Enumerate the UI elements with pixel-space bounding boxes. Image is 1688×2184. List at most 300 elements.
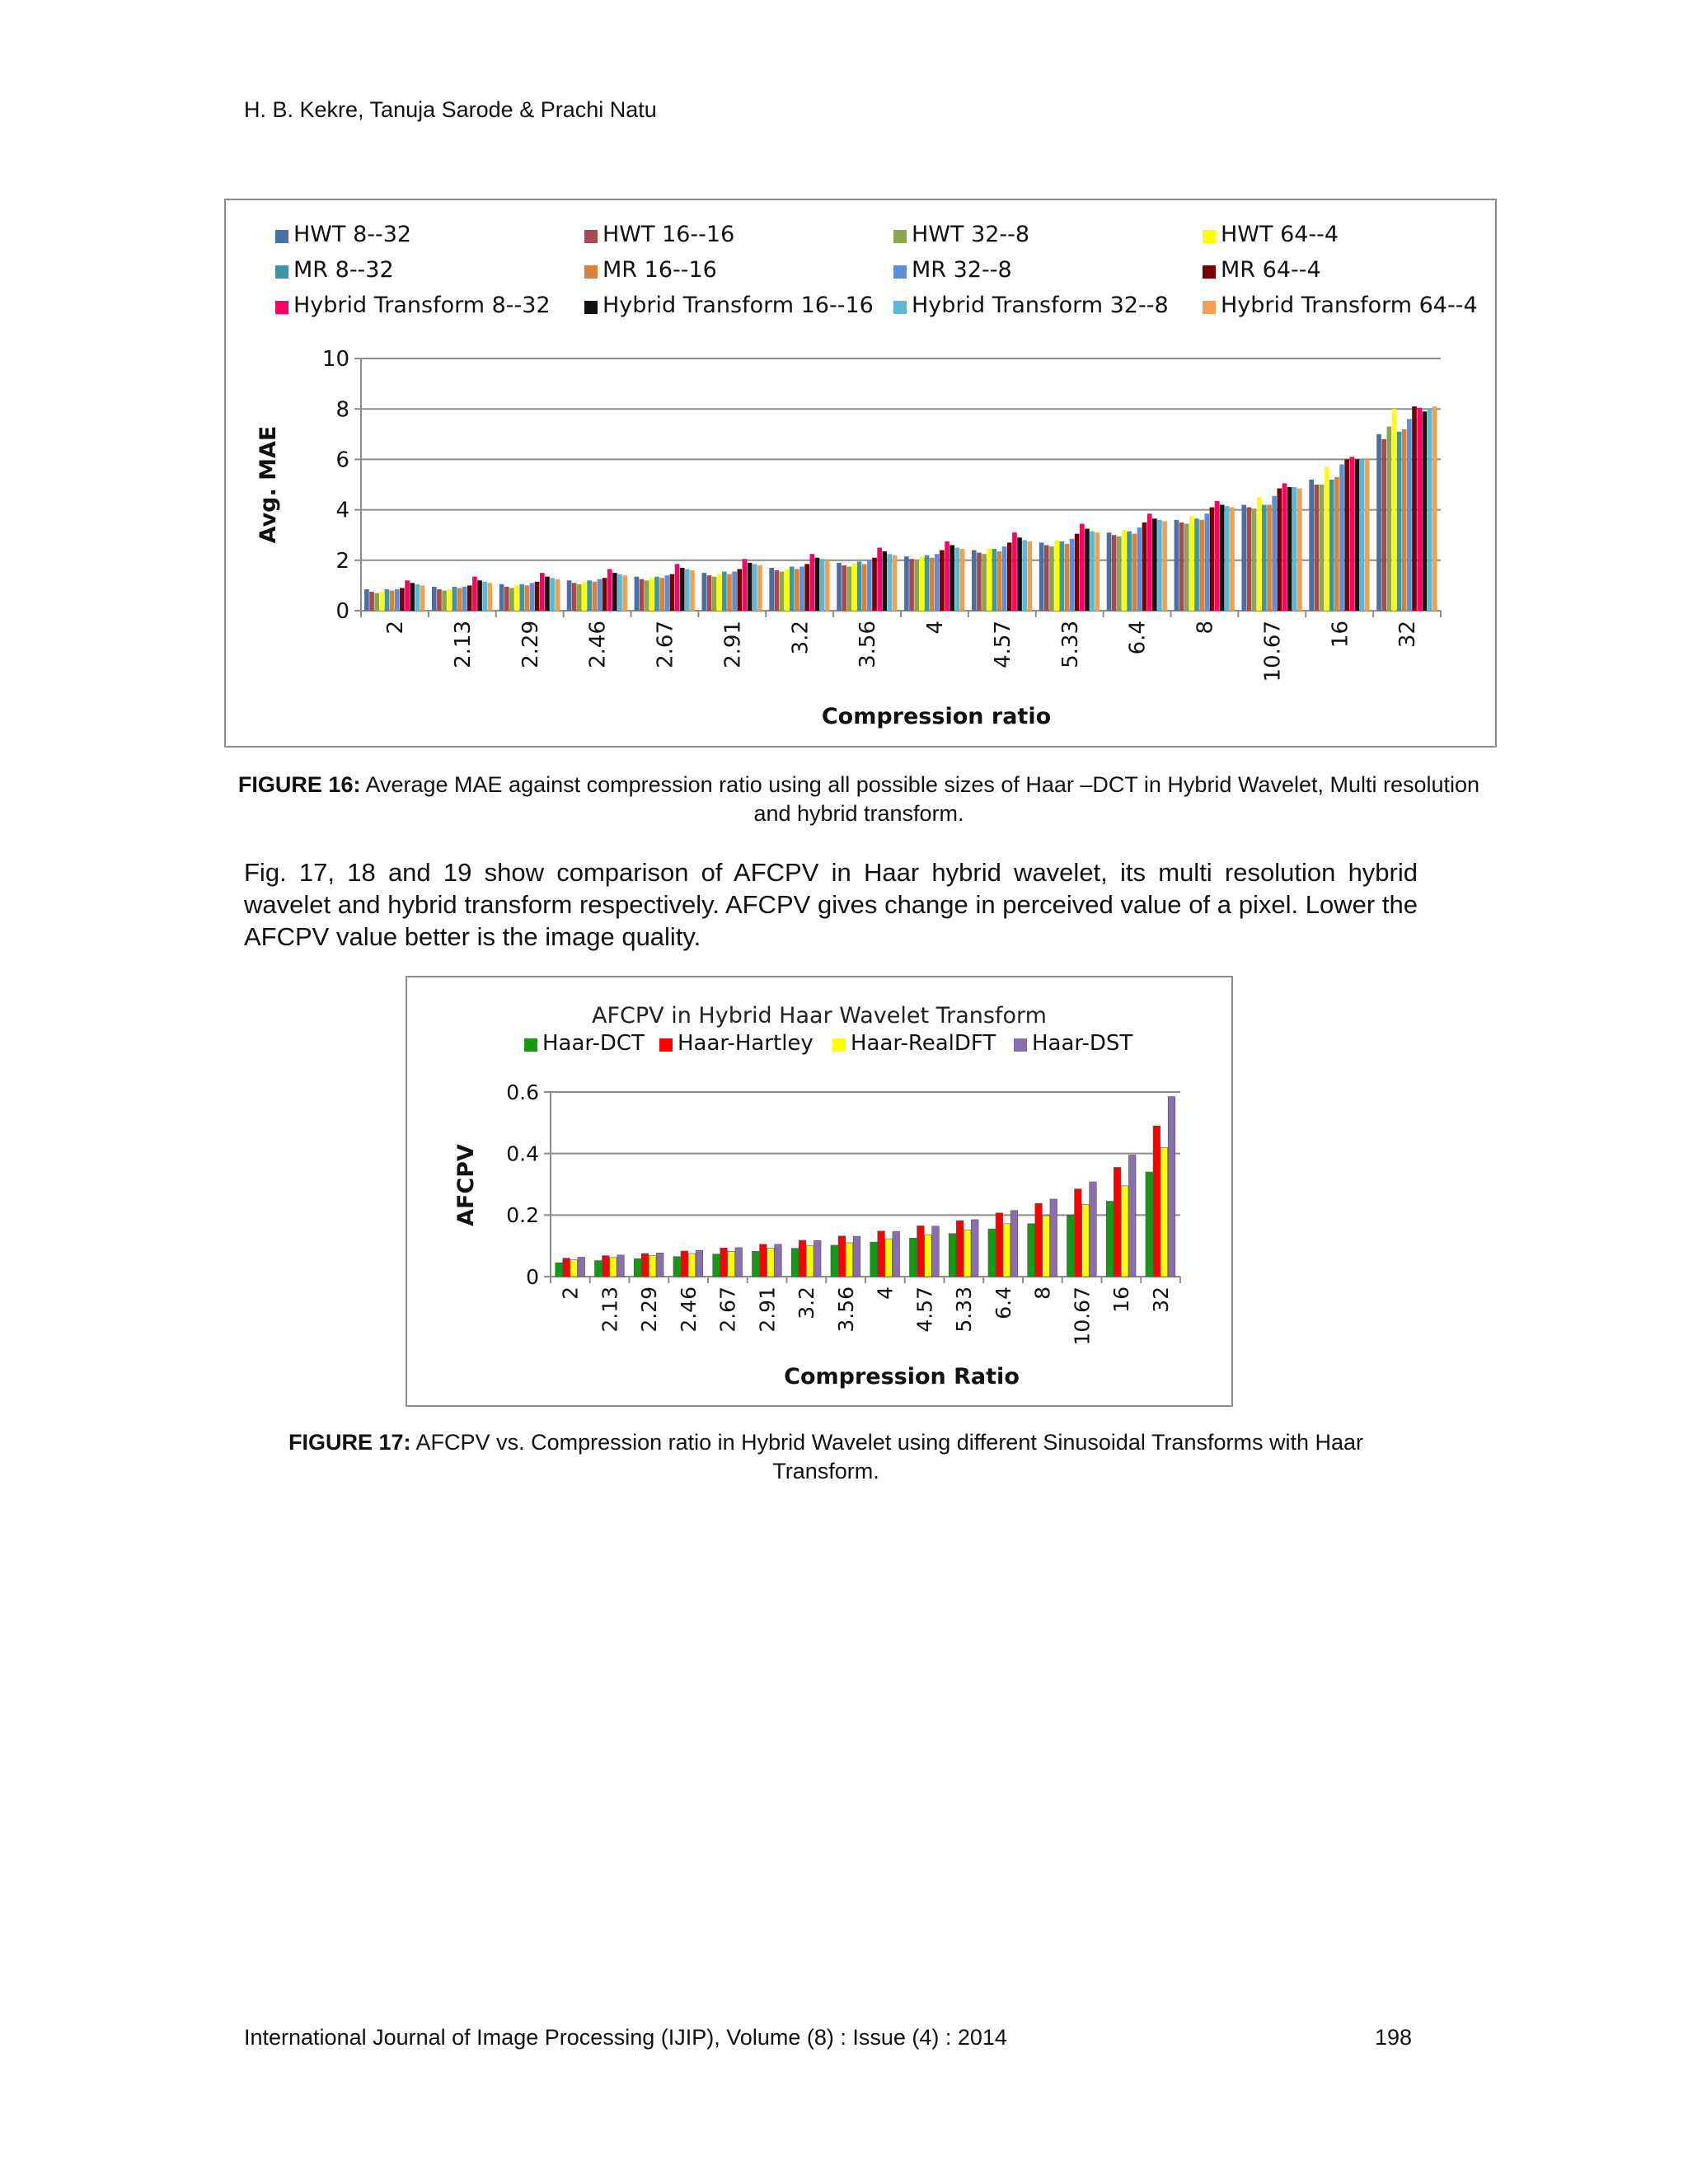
bar-hwt-16-16-2-67	[640, 579, 645, 611]
bar-hybrid-transform-32-8-6-4	[1157, 520, 1162, 611]
bar-hybrid-transform-8-32-8	[1215, 501, 1220, 611]
bar-mr-64-4-2-67	[670, 574, 675, 611]
bar-hwt-64-4-2-13	[447, 589, 452, 611]
bar-mr-8-32-4-57	[992, 549, 997, 611]
bar-hwt-16-16-2-29	[504, 587, 509, 611]
bar-mr-16-16-4-57	[997, 551, 1002, 611]
bar-haar-dst-4	[893, 1231, 900, 1277]
bar-hybrid-transform-32-8-2-91	[753, 564, 757, 611]
bar-hwt-8-32-3-56	[837, 563, 842, 611]
bar-haar-dst-3-2	[814, 1240, 821, 1277]
x-tick-label: 4	[873, 1286, 898, 1300]
bar-haar-dct-32	[1146, 1172, 1153, 1277]
legend-swatch-hwt-16-16	[584, 230, 598, 243]
bar-haar-dst-5-33	[971, 1220, 978, 1277]
bar-mr-8-32-8	[1194, 518, 1199, 611]
bar-hybrid-transform-32-8-8	[1225, 506, 1230, 611]
x-tick-label: 10.67	[1260, 621, 1286, 682]
bar-haar-realdft-3-2	[806, 1246, 814, 1277]
legend-label-hwt-64-4: HWT 64--4	[1221, 222, 1339, 247]
bar-haar-realdft-8	[1043, 1216, 1050, 1277]
x-tick-label: 32	[1395, 621, 1421, 649]
bar-hwt-32-8-2-13	[442, 591, 447, 611]
bar-hwt-32-8-4	[914, 560, 919, 611]
y-tick-label: 10	[321, 347, 349, 373]
bar-haar-realdft-10-67	[1082, 1204, 1090, 1277]
legend-label-hybrid-transform-64-4: Hybrid Transform 64--4	[1221, 293, 1478, 318]
bar-hwt-32-8-8	[1184, 523, 1189, 611]
x-tick-label: 10.67	[1070, 1286, 1095, 1346]
bar-haar-realdft-6-4	[1003, 1224, 1010, 1277]
x-tick-label: 2	[383, 621, 409, 635]
bar-haar-realdft-3-56	[846, 1243, 853, 1277]
bar-mr-8-32-2-13	[452, 587, 457, 611]
bar-hwt-64-4-6-4	[1122, 530, 1127, 611]
bar-hybrid-transform-64-4-3-2	[825, 560, 830, 611]
bar-mr-8-32-2-91	[722, 572, 727, 611]
bar-mr-64-4-2-13	[467, 585, 472, 611]
y-tick-label: 0.4	[506, 1141, 539, 1166]
bar-mr-16-16-3-2	[795, 569, 799, 611]
bar-hwt-64-4-10-67	[1257, 497, 1262, 611]
bar-haar-dct-4	[870, 1242, 878, 1277]
legend-label-haar-dst: Haar-DST	[1032, 1031, 1133, 1056]
x-tick-label: 4.57	[912, 1286, 937, 1333]
bar-hwt-32-8-2	[374, 593, 379, 611]
bar-mr-8-32-3-56	[857, 561, 862, 611]
x-tick-label: 3.56	[856, 621, 881, 668]
bar-hwt-64-4-2-29	[514, 585, 519, 611]
bar-mr-32-8-2	[395, 589, 400, 611]
x-tick-label: 2.29	[518, 621, 543, 668]
bar-haar-dst-32	[1168, 1097, 1175, 1277]
y-tick-label: 0	[335, 599, 349, 625]
bar-haar-dst-3-56	[853, 1236, 860, 1277]
bar-haar-realdft-2-91	[767, 1249, 775, 1277]
bar-hybrid-transform-32-8-2-46	[617, 574, 622, 611]
bar-haar-dct-4-57	[909, 1238, 917, 1277]
bar-hwt-32-8-3-56	[847, 566, 852, 611]
bar-mr-16-16-2-67	[659, 578, 664, 611]
x-tick-label: 4	[923, 621, 949, 635]
bar-haar-dct-3-2	[791, 1249, 799, 1277]
bar-mr-8-32-5-33	[1059, 541, 1064, 611]
bar-hybrid-transform-32-8-5-33	[1090, 532, 1095, 611]
bar-hybrid-transform-16-16-2-46	[612, 573, 617, 611]
bar-haar-dct-6-4	[988, 1229, 996, 1277]
bar-hybrid-transform-64-4-10-67	[1297, 489, 1302, 611]
bar-mr-64-4-2-46	[603, 578, 607, 611]
bar-hwt-16-16-4	[909, 559, 914, 611]
bar-hwt-16-16-32	[1381, 439, 1386, 611]
bar-hwt-16-16-2-13	[437, 589, 442, 611]
legend-swatch-haar-dct	[524, 1038, 537, 1052]
bar-hwt-8-32-3-2	[769, 568, 774, 611]
bar-mr-16-16-5-33	[1065, 544, 1070, 611]
bar-haar-dct-2-46	[673, 1257, 681, 1277]
bar-hybrid-transform-32-8-4-57	[1022, 540, 1027, 611]
bar-hwt-64-4-4	[920, 556, 925, 611]
bar-mr-32-8-5-33	[1070, 539, 1075, 611]
bar-hwt-16-16-16	[1314, 485, 1319, 611]
bar-hybrid-transform-8-32-16	[1349, 457, 1354, 611]
bar-mr-64-4-5-33	[1075, 534, 1080, 611]
bar-haar-realdft-32	[1160, 1147, 1168, 1277]
bar-haar-hartley-4	[878, 1231, 885, 1277]
figure-16-caption	[224, 771, 1493, 828]
x-tick-label: 2.13	[450, 621, 476, 668]
bar-haar-realdft-16	[1121, 1186, 1128, 1277]
bar-hwt-16-16-2-46	[572, 583, 577, 611]
body-paragraph: Fig. 17, 18 and 19 show comparison of AFCPV in Haar hybrid wavelet, its multi resolution hybrid wavelet and hybrid transform respectively. AFCPV gives change in perceived value of a pixel. Lower the AFCPV value better is the image quality.	[244, 858, 1418, 951]
bar-mr-16-16-10-67	[1267, 504, 1272, 611]
x-tick-label: 2.46	[585, 621, 611, 668]
bar-haar-dst-2-29	[656, 1253, 663, 1277]
y-tick-label: 6	[335, 448, 349, 473]
bar-mr-64-4-6-4	[1142, 523, 1147, 611]
bar-haar-hartley-10-67	[1075, 1189, 1082, 1277]
legend-swatch-haar-dst	[1014, 1038, 1027, 1052]
legend-swatch-mr-16-16	[584, 265, 598, 279]
bar-hybrid-transform-64-4-2	[420, 585, 425, 611]
bar-hwt-8-32-10-67	[1241, 504, 1246, 611]
x-tick-label: 32	[1148, 1286, 1173, 1313]
bar-hwt-64-4-2-46	[582, 582, 587, 611]
x-tick-label: 8	[1030, 1286, 1055, 1300]
bar-hwt-32-8-2-91	[712, 577, 717, 611]
legend-swatch-mr-32-8	[893, 265, 907, 279]
legend-label-haar-dct: Haar-DCT	[542, 1031, 645, 1056]
bar-mr-32-8-8	[1204, 513, 1209, 611]
legend-label-hybrid-transform-32-8: Hybrid Transform 32--8	[912, 293, 1169, 318]
bar-hybrid-transform-8-32-2-67	[675, 564, 680, 611]
figure-17-caption	[241, 1428, 1411, 1486]
bar-mr-64-4-3-2	[804, 564, 809, 611]
bar-hybrid-transform-16-16-2-13	[477, 580, 482, 611]
bar-haar-dst-2-67	[735, 1248, 743, 1277]
bar-haar-hartley-2-67	[720, 1248, 728, 1277]
bar-hybrid-transform-16-16-2	[410, 583, 415, 611]
bar-hybrid-transform-8-32-3-2	[809, 554, 814, 611]
bar-hwt-8-32-4-57	[972, 551, 977, 611]
bar-haar-dst-8	[1050, 1199, 1057, 1277]
bar-mr-16-16-2	[390, 591, 395, 611]
bar-hybrid-transform-64-4-8	[1230, 508, 1235, 611]
bar-hwt-16-16-3-56	[842, 565, 846, 611]
bar-mr-32-8-10-67	[1272, 496, 1277, 611]
bar-hwt-32-8-16	[1320, 485, 1325, 611]
legend-label-hwt-16-16: HWT 16--16	[603, 222, 735, 247]
bar-mr-32-8-2-67	[664, 575, 669, 611]
bar-mr-32-8-32	[1407, 419, 1412, 611]
x-tick-label: 3.56	[833, 1286, 858, 1333]
bar-hybrid-transform-16-16-10-67	[1287, 487, 1292, 611]
bar-hwt-64-4-8	[1189, 516, 1194, 611]
bar-hwt-32-8-2-46	[577, 584, 582, 611]
bar-haar-dst-4-57	[932, 1226, 940, 1277]
bar-hwt-32-8-3-2	[780, 572, 785, 611]
bar-haar-dct-2-29	[634, 1258, 641, 1277]
bar-hwt-32-8-32	[1387, 427, 1392, 611]
bar-mr-16-16-2-13	[457, 588, 462, 611]
bar-mr-8-32-32	[1397, 432, 1402, 611]
footer-journal: International Journal of Image Processing (IJIP), Volume (8) : Issue (4) : 2014	[244, 2025, 1007, 2050]
legend-label-haar-hartley: Haar-Hartley	[678, 1031, 814, 1056]
legend-swatch-haar-realdft	[832, 1038, 846, 1052]
x-tick-label: 4.57	[990, 621, 1015, 668]
bar-haar-realdft-2-29	[649, 1256, 656, 1277]
bar-hwt-8-32-8	[1175, 520, 1179, 611]
bar-hybrid-transform-64-4-2-67	[690, 570, 695, 611]
x-tick-label: 2.46	[676, 1286, 701, 1333]
bar-mr-64-4-4	[940, 551, 945, 611]
bar-mr-8-32-4	[925, 555, 930, 611]
bar-mr-8-32-2-67	[654, 577, 659, 611]
bar-hybrid-transform-32-8-3-2	[820, 559, 825, 611]
bar-hybrid-transform-8-32-2-29	[540, 573, 545, 611]
chart-title: AFCPV in Hybrid Haar Wavelet Transform	[592, 1003, 1047, 1029]
y-axis-title: AFCPV	[453, 1144, 479, 1226]
bar-hybrid-transform-16-16-3-56	[882, 551, 887, 611]
bar-haar-realdft-2-13	[610, 1258, 617, 1277]
bar-mr-8-32-10-67	[1262, 504, 1267, 611]
legend-label-hybrid-transform-16-16: Hybrid Transform 16--16	[603, 293, 874, 318]
x-tick-label: 3.2	[788, 621, 814, 655]
mae-bar-chart	[226, 200, 1495, 746]
bar-hybrid-transform-16-16-2-67	[680, 568, 685, 611]
bar-hybrid-transform-8-32-10-67	[1282, 483, 1287, 611]
legend-label-hwt-32-8: HWT 32--8	[912, 222, 1030, 247]
bar-haar-dct-2-13	[594, 1261, 602, 1277]
legend-swatch-hwt-32-8	[893, 230, 907, 243]
bar-hybrid-transform-16-16-4-57	[1017, 537, 1022, 611]
running-header: H. B. Kekre, Tanuja Sarode & Prachi Natu	[244, 97, 657, 122]
bar-hwt-64-4-4-57	[987, 549, 992, 611]
bar-hwt-8-32-4	[904, 556, 909, 611]
bar-haar-dst-2	[578, 1257, 585, 1277]
bar-mr-64-4-4-57	[1007, 542, 1012, 611]
legend-label-hwt-8-32: HWT 8--32	[293, 222, 412, 247]
y-tick-label: 0.2	[506, 1203, 539, 1228]
bar-mr-8-32-2-46	[587, 580, 592, 611]
bar-haar-hartley-4-57	[917, 1226, 925, 1277]
bar-hybrid-transform-32-8-2-67	[685, 569, 690, 611]
bar-hwt-64-4-2	[380, 592, 385, 611]
bar-haar-realdft-2-67	[728, 1251, 735, 1277]
legend-swatch-haar-hartley	[659, 1038, 673, 1052]
bar-mr-64-4-2-29	[535, 582, 540, 611]
bar-mr-32-8-2-91	[732, 572, 737, 611]
bar-mr-32-8-4	[935, 554, 940, 611]
bar-hybrid-transform-32-8-2-29	[550, 578, 555, 611]
bar-haar-hartley-16	[1114, 1167, 1121, 1277]
bar-haar-dct-2	[556, 1263, 563, 1277]
bar-mr-16-16-8	[1199, 520, 1204, 611]
bar-haar-hartley-3-2	[799, 1240, 806, 1277]
bar-hybrid-transform-64-4-5-33	[1095, 532, 1100, 611]
bar-hybrid-transform-8-32-5-33	[1080, 523, 1085, 611]
bar-haar-dct-8	[1028, 1224, 1035, 1277]
bar-mr-64-4-3-56	[872, 558, 877, 611]
bar-hwt-64-4-3-56	[852, 563, 857, 611]
bar-haar-dst-6-4	[1010, 1211, 1018, 1277]
bar-hwt-16-16-2-91	[707, 575, 712, 611]
x-axis-title: Compression Ratio	[784, 1364, 1020, 1390]
bar-hwt-64-4-32	[1392, 409, 1397, 611]
bar-mr-64-4-10-67	[1277, 489, 1282, 611]
bar-hwt-32-8-2-67	[645, 580, 649, 611]
bar-mr-32-8-6-4	[1137, 527, 1142, 611]
legend-label-hybrid-transform-8-32: Hybrid Transform 8--32	[293, 293, 551, 318]
bar-haar-realdft-2	[570, 1259, 578, 1277]
y-tick-label: 0.6	[506, 1080, 539, 1104]
y-tick-label: 4	[335, 498, 349, 523]
legend-swatch-mr-64-4	[1203, 265, 1216, 279]
bar-haar-dct-16	[1106, 1202, 1114, 1277]
bar-hybrid-transform-8-32-4-57	[1012, 532, 1017, 611]
legend-swatch-hybrid-transform-32-8	[893, 301, 907, 314]
bar-hybrid-transform-32-8-2	[415, 584, 420, 611]
bar-hybrid-transform-8-32-32	[1417, 408, 1422, 611]
bar-hybrid-transform-32-8-3-56	[888, 554, 893, 611]
legend-swatch-hybrid-transform-8-32	[275, 301, 288, 314]
bar-haar-hartley-32	[1153, 1126, 1160, 1277]
bar-hwt-16-16-8	[1179, 523, 1184, 611]
bar-mr-8-32-3-2	[790, 566, 795, 611]
bar-haar-dst-10-67	[1090, 1182, 1097, 1277]
bar-hybrid-transform-8-32-3-56	[877, 548, 882, 612]
bar-mr-32-8-2-29	[530, 583, 535, 611]
bar-hybrid-transform-32-8-10-67	[1292, 487, 1297, 611]
bar-hwt-8-32-2-67	[635, 577, 640, 611]
bar-mr-16-16-2-46	[592, 582, 597, 611]
bar-mr-8-32-6-4	[1127, 532, 1132, 611]
legend-swatch-mr-8-32	[275, 265, 288, 279]
bar-hybrid-transform-16-16-2-29	[545, 577, 550, 611]
bar-hybrid-transform-16-16-4	[950, 545, 954, 611]
x-axis-title: Compression ratio	[821, 704, 1052, 729]
bar-mr-32-8-4-57	[1002, 546, 1007, 611]
figure-16-caption-label: FIGURE 16:	[237, 772, 361, 797]
x-tick-label: 3.2	[795, 1286, 819, 1319]
bar-haar-hartley-6-4	[996, 1213, 1003, 1277]
bar-haar-realdft-5-33	[964, 1230, 971, 1277]
legend-label-haar-realdft: Haar-RealDFT	[851, 1031, 996, 1056]
bar-mr-32-8-3-2	[799, 566, 804, 611]
bar-haar-dst-16	[1128, 1155, 1136, 1277]
legend-swatch-hybrid-transform-64-4	[1203, 301, 1216, 314]
figure-16-caption-text: Average MAE against compression ratio using all possible sizes of Haar –DCT in Hybrid Wavelet, Multi resolution and hybrid transform.	[365, 772, 1480, 826]
bar-hwt-8-32-32	[1376, 434, 1381, 611]
bar-haar-hartley-2-29	[641, 1254, 649, 1277]
x-tick-label: 16	[1328, 621, 1353, 649]
bar-hybrid-transform-64-4-2-29	[555, 579, 560, 611]
bar-hybrid-transform-8-32-4	[945, 541, 950, 611]
bar-hwt-32-8-10-67	[1252, 509, 1257, 611]
bar-hybrid-transform-64-4-4-57	[1028, 541, 1033, 611]
bar-hybrid-transform-16-16-5-33	[1085, 529, 1090, 611]
bar-hybrid-transform-32-8-2-13	[482, 582, 487, 611]
figure-17-caption-label: FIGURE 17:	[288, 1430, 411, 1455]
y-tick-label: 2	[335, 548, 349, 574]
bar-hwt-64-4-5-33	[1054, 540, 1059, 611]
bar-hybrid-transform-64-4-2-13	[488, 583, 493, 611]
bar-mr-8-32-2-29	[519, 584, 524, 611]
bar-hwt-16-16-6-4	[1112, 535, 1117, 611]
x-tick-label: 6.4	[991, 1286, 1015, 1319]
bar-hybrid-transform-16-16-3-2	[815, 558, 820, 611]
bar-hybrid-transform-64-4-2-46	[622, 575, 627, 611]
bar-hybrid-transform-32-8-16	[1360, 459, 1365, 611]
x-tick-label: 5.33	[952, 1286, 977, 1333]
bar-hwt-32-8-5-33	[1049, 546, 1054, 611]
bar-hwt-8-32-16	[1309, 480, 1314, 611]
bar-hybrid-transform-16-16-16	[1355, 459, 1360, 611]
bar-hybrid-transform-16-16-32	[1422, 411, 1427, 611]
bar-mr-64-4-32	[1412, 406, 1417, 611]
bar-haar-dct-5-33	[949, 1234, 956, 1277]
bar-mr-16-16-2-29	[525, 585, 530, 611]
bar-hwt-16-16-4-57	[977, 553, 982, 611]
bar-hybrid-transform-64-4-16	[1365, 459, 1370, 611]
bar-haar-dct-2-91	[752, 1251, 759, 1277]
bar-hybrid-transform-16-16-2-91	[748, 563, 753, 611]
x-tick-label: 2	[558, 1286, 583, 1300]
bar-haar-hartley-2	[563, 1258, 570, 1277]
legend-swatch-hybrid-transform-16-16	[584, 301, 598, 314]
bar-haar-hartley-5-33	[956, 1221, 964, 1277]
bar-hybrid-transform-32-8-32	[1428, 409, 1432, 611]
bar-mr-8-32-16	[1329, 480, 1334, 611]
bar-hybrid-transform-32-8-4	[955, 548, 960, 612]
bar-mr-64-4-2	[400, 588, 405, 611]
bar-mr-64-4-16	[1344, 459, 1349, 611]
bar-haar-dst-2-91	[775, 1244, 782, 1277]
bar-hwt-32-8-2-29	[509, 588, 514, 611]
bar-haar-dct-2-67	[713, 1254, 720, 1277]
bar-mr-32-8-16	[1339, 465, 1344, 611]
bar-hwt-32-8-6-4	[1117, 537, 1122, 611]
bar-mr-64-4-2-91	[737, 569, 742, 611]
bar-haar-dct-10-67	[1067, 1215, 1074, 1277]
x-tick-label: 2.13	[598, 1286, 622, 1333]
legend-swatch-hwt-64-4	[1203, 230, 1216, 243]
bar-mr-32-8-3-56	[867, 560, 872, 611]
bar-hybrid-transform-8-32-2-46	[607, 569, 612, 611]
bar-hybrid-transform-64-4-2-91	[757, 565, 762, 611]
legend-label-mr-16-16: MR 16--16	[603, 257, 717, 283]
x-tick-label: 2.67	[715, 1286, 740, 1333]
bar-hybrid-transform-16-16-6-4	[1152, 518, 1157, 611]
bar-hybrid-transform-8-32-2-91	[743, 559, 748, 611]
footer-page-number: 198	[1375, 2025, 1413, 2050]
bar-hybrid-transform-8-32-6-4	[1147, 513, 1152, 611]
figure-16-chart-frame	[224, 199, 1497, 748]
bar-hybrid-transform-64-4-4	[960, 549, 965, 611]
figure-17-caption-text: AFCPV vs. Compression ratio in Hybrid Wavelet using different Sinusoidal Transforms with Haar Transform.	[415, 1430, 1363, 1483]
legend-swatch-hwt-8-32	[275, 230, 288, 243]
x-tick-label: 16	[1109, 1286, 1134, 1313]
bar-hybrid-transform-64-4-6-4	[1162, 521, 1167, 611]
bar-mr-64-4-8	[1210, 508, 1215, 611]
x-tick-label: 6.4	[1125, 621, 1151, 655]
bar-hwt-16-16-3-2	[774, 570, 779, 611]
bar-haar-hartley-3-56	[838, 1236, 846, 1277]
x-tick-label: 2.91	[755, 1286, 780, 1333]
y-tick-label: 0	[526, 1264, 539, 1289]
bar-hybrid-transform-64-4-32	[1432, 406, 1437, 611]
bar-hwt-8-32-6-4	[1107, 532, 1112, 611]
